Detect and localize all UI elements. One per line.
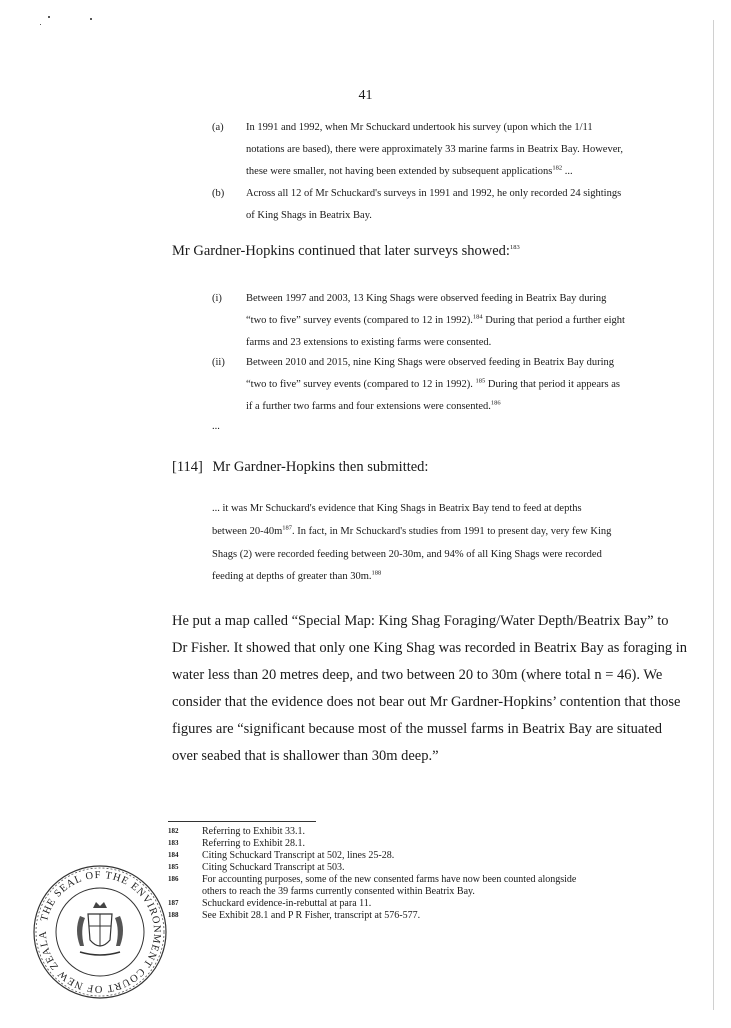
paragraph-line: Dr Fisher. It showed that only one King Shag was recorded in Beatrix Bay as foraging in [172, 640, 688, 656]
quote-item-line: Between 1997 and 2003, 13 King Shags were observed feeding in Beatrix Bay during [246, 293, 607, 304]
quote-item-line: Between 2010 and 2015, nine King Shags were observed feeding in Beatrix Bay during [246, 357, 614, 368]
footnote-continuation: others to reach the 39 farms currently consented within Beatrix Bay. [202, 886, 475, 897]
paragraph-number: [114] [172, 459, 203, 475]
quote-item-label: (b) [212, 188, 225, 199]
footnote-ref: 183 [509, 244, 520, 252]
paragraph-line: water less than 20 metres deep, and two between 20 to 30m (where total n = 46). We [172, 667, 663, 683]
paragraph-line: over seabed that is shallower than 30m deep.” [172, 748, 439, 764]
quote-item-label: (ii) [212, 357, 225, 368]
quote-line: Shags (2) were recorded feeding between 20-30m, and 94% of all King Shags were recorded [212, 549, 602, 560]
seal-emblem [30, 862, 170, 1002]
scan-speck [40, 24, 41, 25]
quote-item-line: In 1991 and 1992, when Mr Schuckard undertook his survey (upon which the 1/11 [246, 122, 593, 133]
paragraph-text: Mr Gardner-Hopkins then submitted: [212, 459, 429, 475]
footnote-ref: 187 [282, 524, 293, 532]
footnote-ref: 184 [472, 313, 483, 321]
court-seal [30, 862, 170, 1002]
quote-line: between $20-40m^{187}$. In fact, in Mr Schuckard's studies from 1991 to present day, very few King [212, 524, 612, 537]
footnote-ref: 182 [552, 164, 563, 172]
quote-item-line: “two to five” survey events (compared to 12 in 1992). $^{185}$ During that period it appears as [246, 377, 620, 390]
footnote-divider [168, 821, 316, 822]
page-number: 41 [358, 88, 373, 103]
quote-item-label: (a) [212, 122, 224, 133]
paragraph-intro: Mr Gardner-Hopkins continued that later surveys showed:$^{183}$ [172, 243, 520, 259]
quote-ellipsis: ... [212, 421, 220, 432]
scan-speck [90, 18, 92, 20]
quote-item-label: (i) [212, 293, 222, 304]
quote-item-line: farms and 23 extensions to existing farms were consented. [246, 337, 492, 348]
footnotes: 182 Referring to Exhibit 33.1. 183 Referring to Exhibit 28.1. 184 Citing Schuckard Transcript at 502, lines 25-28. 185 Citing Schuckard Transcript at 503. 186 For accounting purposes, some of the new consented farms have now been counted alongside others to reach the 39 farms currently consented within Beatrix Bay. 187 Schuckard evidence-in-rebuttal at para 11. 188 See Exhibit 28.1 and P R Fisher, transcript at 576-577. [168, 826, 728, 936]
footnote-ref: 186 [490, 399, 501, 407]
quote-item-line: “two to five” survey events (compared to 12 in 1992).$^{184}$ During that period a further eight [246, 313, 625, 326]
footnote-ref: 188 [371, 569, 382, 577]
quote-item-line: if a further two farms and four extensions were consented.$^{186}$ [246, 399, 501, 412]
quote-item-line: of King Shags in Beatrix Bay. [246, 210, 372, 221]
footnote-ref: 185 [475, 377, 486, 385]
paragraph-line: He put a map called “Special Map: King Shag Foraging/Water Depth/Beatrix Bay” to [172, 613, 669, 629]
seal-text: THE SEAL OF THE ENVIRONMENT COURT OF NEW ZEALA [37, 869, 163, 995]
quote-item-line: Across all 12 of Mr Schuckard's surveys in 1991 and 1992, he only recorded 24 sightings [246, 188, 622, 199]
quote-item-line: notations are based), there were approximately 33 marine farms in Beatrix Bay. However, [246, 144, 624, 155]
paragraph-114 [172, 454, 428, 480]
paragraph-line: figures are “significant because most of the mussel farms in Beatrix Bay are situated [172, 721, 663, 737]
paragraph-line: consider that the evidence does not bear out Mr Gardner-Hopkins’ contention that those [172, 694, 681, 710]
scan-speck [48, 16, 50, 18]
quote-item-line: these were smaller, not having been extended by subsequent applications$^{182}$ ... [246, 164, 573, 177]
quote-line: ... it was Mr Schuckard's evidence that King Shags in Beatrix Bay tend to feed at depths [212, 503, 582, 514]
quote-line: feeding at depths of greater than 30m.$^{188}$ [212, 569, 382, 582]
